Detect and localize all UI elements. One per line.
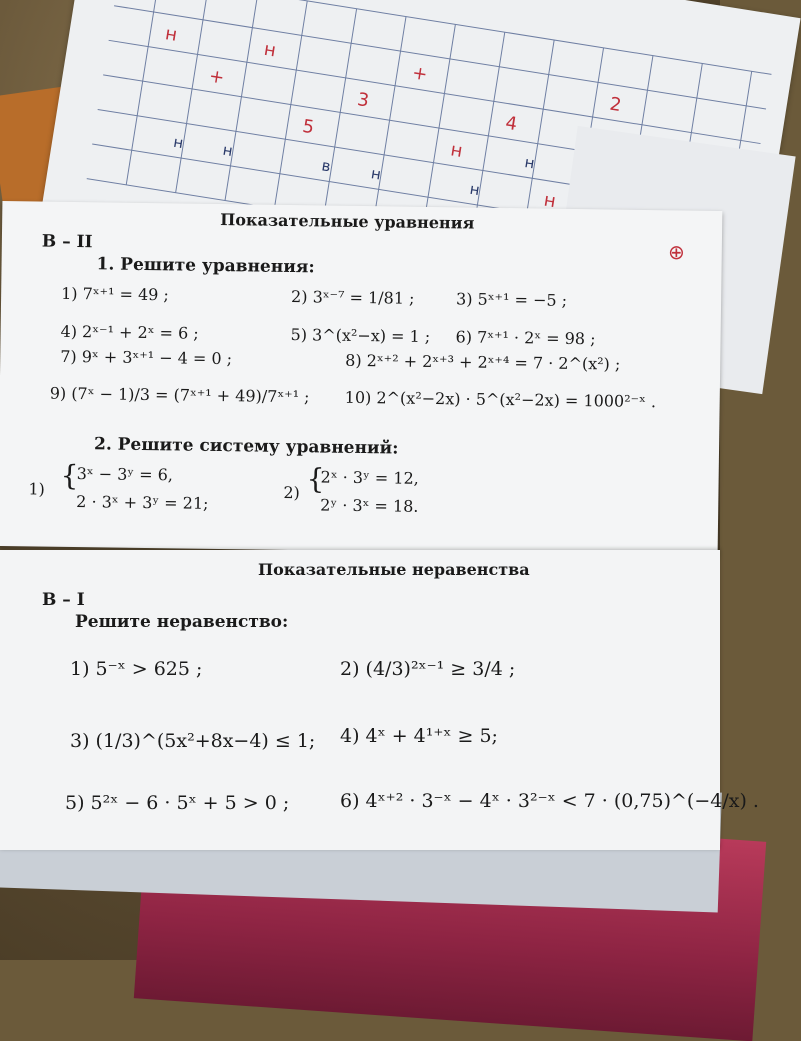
svg-text:в: в bbox=[320, 156, 332, 176]
inequality-5: 5) 5²ˣ − 6 · 5ˣ + 5 > 0 ; bbox=[65, 792, 290, 814]
inequality-6: 6) 4ˣ⁺² · 3⁻ˣ − 4ˣ · 3²⁻ˣ < 7 · (0,75)^(−4/x) . bbox=[340, 790, 759, 812]
equation-1: 1) 7ˣ⁺¹ = 49 ; bbox=[61, 283, 170, 305]
svg-text:н: н bbox=[262, 38, 278, 62]
equation-6: 6) 7ˣ⁺¹ · 2ˣ = 98 ; bbox=[455, 327, 596, 349]
system-1-brace: { bbox=[60, 458, 79, 493]
svg-text:н: н bbox=[542, 189, 558, 213]
task2-header: 2. Решите систему уравнений: bbox=[93, 434, 399, 459]
inequality-3: 3) (1/3)^(5x²+8x−4) ≤ 1; bbox=[70, 730, 316, 752]
sheet1-title: Показательные уравнения bbox=[220, 210, 475, 233]
equation-10: 10) 2^(x²−2x) · 5^(x²−2x) = 1000²⁻ˣ . bbox=[344, 387, 657, 412]
equation-9: 9) (7ˣ − 1)/3 = (7ˣ⁺¹ + 49)/7ˣ⁺¹ ; bbox=[49, 383, 310, 407]
red-circle-mark-icon: ⊕ bbox=[668, 240, 685, 264]
equation-5: 5) 3^(x²−x) = 1 ; bbox=[290, 325, 431, 346]
task1-header: 1. Решите уравнения: bbox=[96, 254, 315, 278]
svg-text:3: 3 bbox=[355, 89, 371, 112]
svg-text:н: н bbox=[369, 164, 383, 184]
inequality-1: 1) 5⁻ˣ > 625 ; bbox=[70, 658, 203, 680]
equations-sheet bbox=[0, 201, 722, 556]
sheet2-variant: В – I bbox=[42, 590, 85, 610]
svg-text:5: 5 bbox=[300, 115, 316, 139]
svg-text:н: н bbox=[468, 179, 481, 200]
equation-4: 4) 2ˣ⁻¹ + 2ˣ = 6 ; bbox=[60, 321, 199, 343]
equation-8: 8) 2ˣ⁺² + 2ˣ⁺³ + 2ˣ⁺⁴ = 7 · 2^(x²) ; bbox=[345, 350, 621, 374]
svg-text:н: н bbox=[523, 153, 536, 173]
task-header: Решите неравенство: bbox=[75, 612, 289, 632]
svg-text:4: 4 bbox=[503, 112, 519, 136]
equation-3: 3) 5ˣ⁺¹ = −5 ; bbox=[455, 289, 568, 310]
system-2-label: 2) bbox=[283, 482, 300, 503]
inequality-4: 4) 4ˣ + 4¹⁺ˣ ≥ 5; bbox=[340, 725, 498, 747]
system-2-brace: { bbox=[306, 462, 325, 496]
equation-2: 2) 3ˣ⁻⁷ = 1/81 ; bbox=[291, 287, 415, 308]
system-1-label: 1) bbox=[28, 479, 45, 499]
inequality-2: 2) (4/3)²ˣ⁻¹ ≥ 3/4 ; bbox=[340, 658, 516, 680]
system-1-line-1: 3ˣ − 3ʸ = 6, bbox=[76, 464, 174, 485]
svg-text:н: н bbox=[449, 139, 465, 162]
system-1-line-2: 2 · 3ˣ + 3ʸ = 21; bbox=[76, 492, 209, 513]
equation-7: 7) 9ˣ + 3ˣ⁺¹ − 4 = 0 ; bbox=[60, 346, 233, 369]
svg-text:+: + bbox=[207, 65, 226, 89]
svg-text:н: н bbox=[163, 23, 179, 46]
inequalities-sheet bbox=[0, 550, 759, 850]
svg-text:н: н bbox=[221, 140, 235, 160]
svg-text:2: 2 bbox=[608, 93, 623, 117]
svg-text:+: + bbox=[410, 62, 429, 86]
sheet2-title: Показательные неравенства bbox=[258, 560, 530, 579]
svg-text:н: н bbox=[172, 132, 185, 153]
system-2-line-1: 2ˣ · 3ʸ = 12, bbox=[320, 467, 419, 488]
sheet1-variant: В – II bbox=[41, 231, 93, 253]
system-2-line-2: 2ʸ · 3ˣ = 18. bbox=[320, 495, 419, 516]
